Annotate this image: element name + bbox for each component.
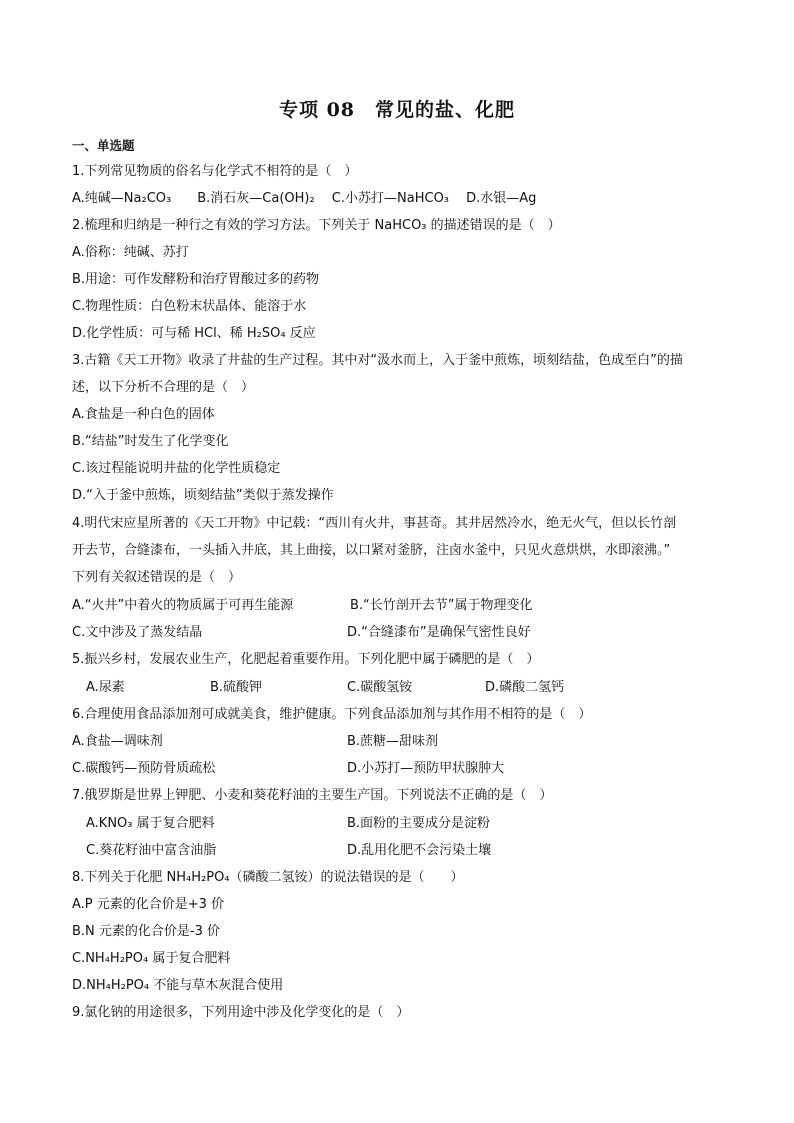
question-1: 1.下列常见物质的俗名与化学式不相符的是（ ） [72, 164, 358, 179]
question-4-line-2: 开去节，合缝漆布，一头插入井底，其上曲接，以口紧对釜脐，注卤水釜中，只见火意烘烘，水即滚沸。” [72, 543, 671, 558]
question-5-option-b: B.硫酸钾 [210, 680, 263, 695]
question-2-option-b: B.用途：可作发酵粉和治疗胃酸过多的药物 [72, 272, 320, 287]
question-2-option-d: D.化学性质：可与稀 HCl、稀 H₂SO₄ 反应 [72, 326, 316, 341]
question-4-option-d: D.“合缝漆布”是确保气密性良好 [347, 625, 531, 640]
page-title: 专项 08 常见的盐、化肥 [278, 99, 516, 121]
question-3-option-c: C.该过程能说明井盐的化学性质稳定 [72, 461, 281, 476]
question-8-option-a: A.P 元素的化合价是+3 价 [72, 897, 225, 912]
question-3-option-b: B.“结盐”时发生了化学变化 [72, 434, 229, 449]
question-6: 6.合理使用食品添加剂可成就美食，维护健康。下列食品添加剂与其作用不相符的是（ ） [72, 707, 592, 722]
question-4-option-b: B.“长竹剖开去节”属于物理变化 [350, 598, 533, 613]
question-1-options: A.纯碱—Na₂CO₃ B.消石灰—Ca(OH)₂ C.小苏打—NaHCO₃ D.水银—Ag [72, 191, 537, 206]
question-7-option-d: D.乱用化肥不会污染土壤 [347, 843, 492, 858]
question-2-option-c: C.物理性质：白色粉末状晶体、能溶于水 [72, 299, 307, 314]
question-7-option-c: C.葵花籽油中富含油脂 [86, 843, 217, 858]
question-6-option-c: C.碳酸钙—预防骨质疏松 [72, 761, 216, 776]
question-4-line-3: 下列有关叙述错误的是（ ） [72, 570, 242, 585]
question-3-line-2: 述，以下分析不合理的是（ ） [72, 380, 255, 395]
question-8: 8.下列关于化肥 NH₄H₂PO₄（磷酸二氢铵）的说法错误的是（ ） [72, 870, 464, 885]
question-4-line-1: 4.明代宋应星所著的《天工开物》中记载：“西川有火井，事甚奇。其井居然冷水，绝无火气，但以长竹剖 [72, 516, 677, 531]
question-6-option-b: B.蔗糖—甜味剂 [347, 734, 439, 749]
question-3-option-d: D.“入于釜中煎炼，顷刻结盐”类似于蒸发操作 [72, 488, 334, 503]
question-5-option-d: D.磷酸二氢钙 [485, 680, 565, 695]
question-7-option-b: B.面粉的主要成分是淀粉 [347, 816, 491, 831]
question-7: 7.俄罗斯是世界上钾肥、小麦和葵花籽油的主要生产国。下列说法不正确的是（ ） [72, 788, 553, 803]
question-5-option-a: A.尿素 [86, 680, 125, 695]
question-8-option-b: B.N 元素的化合价是-3 价 [72, 924, 221, 939]
question-8-option-d: D.NH₄H₂PO₄ 不能与草木灰混合使用 [72, 978, 284, 993]
question-5-option-c: C.碳酸氢铵 [347, 680, 413, 695]
question-6-option-d: D.小苏打—预防甲状腺肿大 [347, 761, 505, 776]
question-7-option-a: A.KNO₃ 属于复合肥料 [86, 816, 215, 831]
question-4-option-c: C.文中涉及了蒸发结晶 [72, 625, 203, 640]
question-3-option-a: A.食盐是一种白色的固体 [72, 407, 215, 422]
question-5: 5.振兴乡村，发展农业生产，化肥起着重要作用。下列化肥中属于磷肥的是（ ） [72, 652, 540, 667]
question-2-option-a: A.俗称：纯碱、苏打 [72, 245, 189, 260]
question-8-option-c: C.NH₄H₂PO₄ 属于复合肥料 [72, 951, 231, 966]
question-3-line-1: 3.古籍《天工开物》收录了井盐的生产过程。其中对“汲水而上，入于釜中煎炼，顷刻结盐，色成至白”的描 [72, 353, 683, 368]
question-4-option-a: A.“火井”中着火的物质属于可再生能源 [72, 598, 294, 613]
question-6-option-a: A.食盐—调味剂 [72, 734, 163, 749]
section-heading: 一、单选题 [72, 138, 135, 153]
question-9: 9.氯化钠的用途很多，下列用途中涉及化学变化的是（ ） [72, 1005, 410, 1020]
question-2: 2.梳理和归纳是一种行之有效的学习方法。下列关于 NaHCO₃ 的描述错误的是（ ） [72, 218, 561, 233]
